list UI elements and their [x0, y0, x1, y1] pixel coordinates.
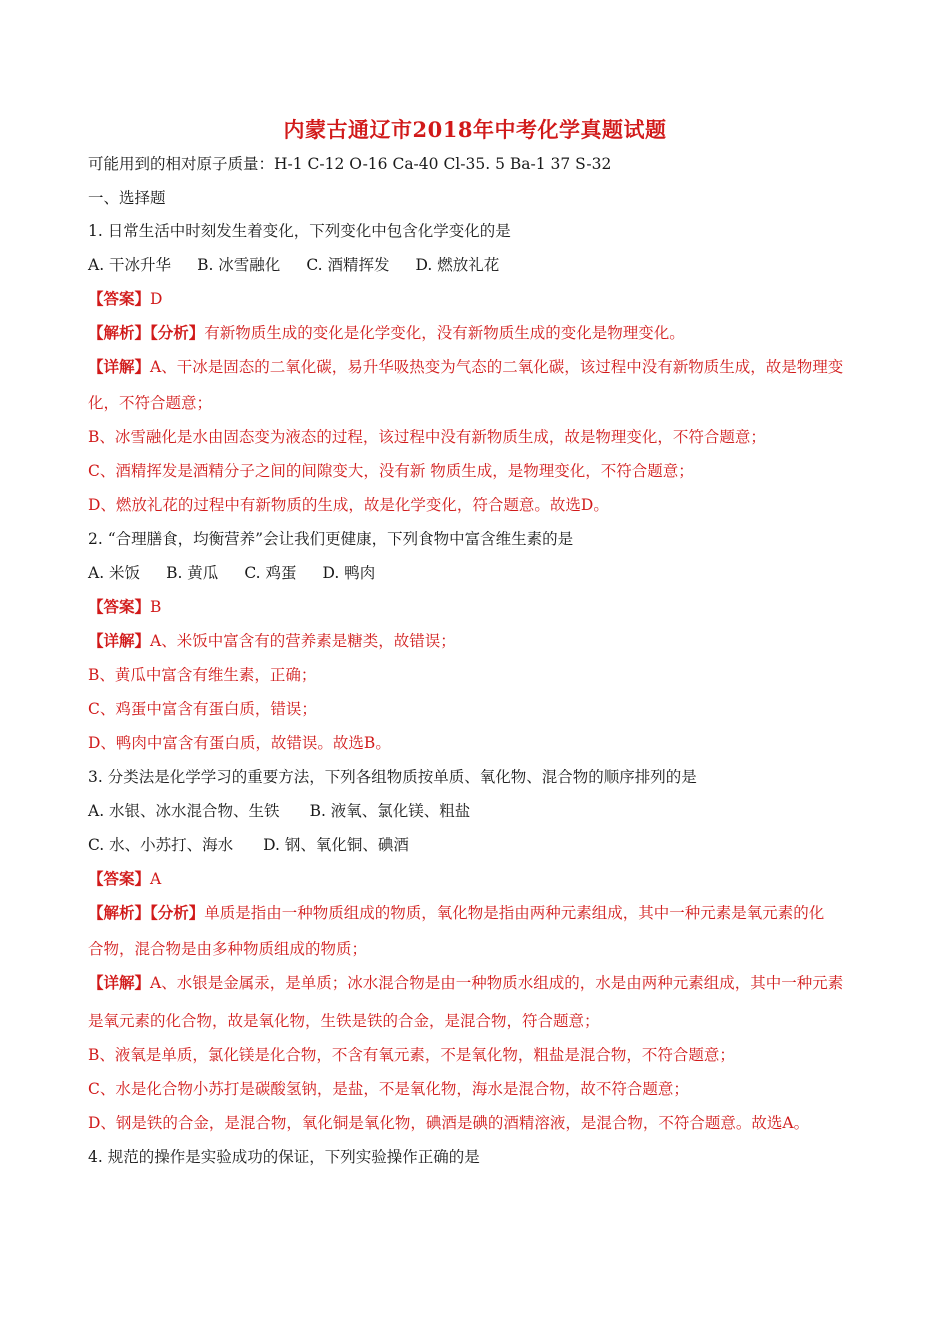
q3-option-c: C. 水、小苏打、海水: [88, 836, 234, 854]
q3-answer-tag: 【答案】: [88, 869, 151, 888]
q3-detail-d: D、钢是铁的合金，是混合物，氧化铜是氧化物，碘酒是碘的酒精溶液，是混合物，不符合题意。故选A。: [88, 1114, 810, 1132]
q1-option-a: A. 干冰升华: [88, 256, 172, 274]
section-heading: 一、选择题: [88, 189, 166, 207]
q2-detail-d: D、鸭肉中富含有蛋白质，故错误。故选B。: [88, 734, 391, 752]
q2-option-b: B. 黄瓜: [166, 564, 219, 582]
q1-detail-c: C、酒精挥发是酒精分子之间的间隙变大，没有新 物质生成，是物理变化，不符合题意；: [88, 462, 694, 480]
atomic-mass-line: 可能用到的相对原子质量：H-1 C-12 O-16 Ca-40 Cl-35. 5 Ba-1 37 S-32: [88, 155, 612, 173]
q1-option-c: C. 酒精挥发: [306, 256, 390, 274]
q3-answer: [88, 868, 878, 890]
q2-answer-value: B: [150, 598, 162, 616]
q3-option-a: A. 水银、冰水混合物、生铁: [88, 802, 280, 820]
q1-analysis-text: 有新物质生成的变化是化学变化，没有新物质生成的变化是物理变化。: [204, 324, 685, 342]
q1-option-b: B. 冰雪融化: [197, 256, 281, 274]
q2-answer-tag: 【答案】: [88, 597, 151, 616]
q3-detail-a: [88, 972, 878, 994]
q2-detail-b: B、黄瓜中富含有维生素，正确；: [88, 666, 317, 684]
q1-answer-value: D: [150, 290, 163, 308]
q3-answer-value: A: [150, 870, 162, 888]
q1-detail-a: [88, 356, 878, 378]
q2-detail-a-text: A、米饭中富含有的营养素是糖类，故错误；: [150, 632, 456, 650]
q3-options-row1: [88, 800, 878, 822]
q1-detail-d: D、燃放礼花的过程中有新物质的生成，故是化学变化，符合题意。故选D。: [88, 496, 609, 514]
q2-option-a: A. 米饭: [88, 564, 141, 582]
q4-stem: 4. 规范的操作是实验成功的保证，下列实验操作正确的是: [88, 1148, 480, 1166]
q2-option-d: D. 鸭肉: [322, 564, 376, 582]
q1-option-d: D. 燃放礼花: [415, 256, 500, 274]
q3-detail-c: C、水是化合物小苏打是碳酸氢钠，是盐，不是氧化物，海水是混合物，故不符合题意；: [88, 1080, 689, 1098]
q3-option-d: D. 钢、氧化铜、碘酒: [263, 836, 409, 854]
q2-option-c: C. 鸡蛋: [244, 564, 297, 582]
q1-analysis-tag: 【解析】【分析】: [88, 323, 205, 342]
q3-detail-tag: 【详解】: [88, 973, 151, 992]
q3-options-row2: [88, 834, 878, 856]
q2-options: [88, 562, 878, 584]
page-title: 内蒙古通辽市2018年中考化学真题试题: [283, 117, 667, 142]
q3-analysis-text: 单质是指由一种物质组成的物质，氧化物是指由两种元素组成，其中一种元素是氧元素的化: [204, 904, 825, 922]
q3-detail-a-cont: 是氧元素的化合物，故是氧化物，生铁是铁的合金，是混合物，符合题意；: [88, 1012, 600, 1030]
q3-analysis-cont: 合物，混合物是由多种物质组成的物质；: [88, 940, 368, 958]
q1-detail-tag: 【详解】: [88, 357, 151, 376]
q2-detail-c: C、鸡蛋中富含有蛋白质，错误；: [88, 700, 317, 718]
q3-option-b: B. 液氧、氯化镁、粗盐: [309, 802, 471, 820]
q1-analysis: [88, 322, 878, 344]
q3-detail-a-text: A、水银是金属汞，是单质；冰水混合物是由一种物质水组成的，水是由两种元素组成，其中一种元素: [150, 974, 844, 992]
q3-stem: 3. 分类法是化学学习的重要方法，下列各组物质按单质、氧化物、混合物的顺序排列的是: [88, 768, 697, 786]
q3-analysis: [88, 902, 878, 924]
q1-detail-a-cont: 化，不符合题意；: [88, 394, 213, 412]
q1-detail-a-text: A、干冰是固态的二氧化碳，易升华吸热变为气态的二氧化碳，该过程中没有新物质生成，故是物理变: [150, 358, 844, 376]
q2-answer: [88, 596, 878, 618]
q2-detail-a: [88, 630, 878, 652]
q1-stem: 1. 日常生活中时刻发生着变化，下列变化中包含化学变化的是: [88, 222, 511, 240]
q3-analysis-tag: 【解析】【分析】: [88, 903, 205, 922]
q2-detail-tag: 【详解】: [88, 631, 151, 650]
q2-stem: 2. “合理膳食，均衡营养”会让我们更健康，下列食物中富含维生素的是: [88, 530, 574, 548]
q1-answer: [88, 288, 878, 310]
q3-detail-b: B、液氧是单质，氯化镁是化合物，不含有氧元素，不是氧化物，粗盐是混合物，不符合题意；: [88, 1046, 735, 1064]
q1-options: [88, 254, 878, 276]
q1-detail-b: B、冰雪融化是水由固态变为液态的过程，该过程中没有新物质生成，故是物理变化，不符合题意；: [88, 428, 766, 446]
q1-answer-tag: 【答案】: [88, 289, 151, 308]
